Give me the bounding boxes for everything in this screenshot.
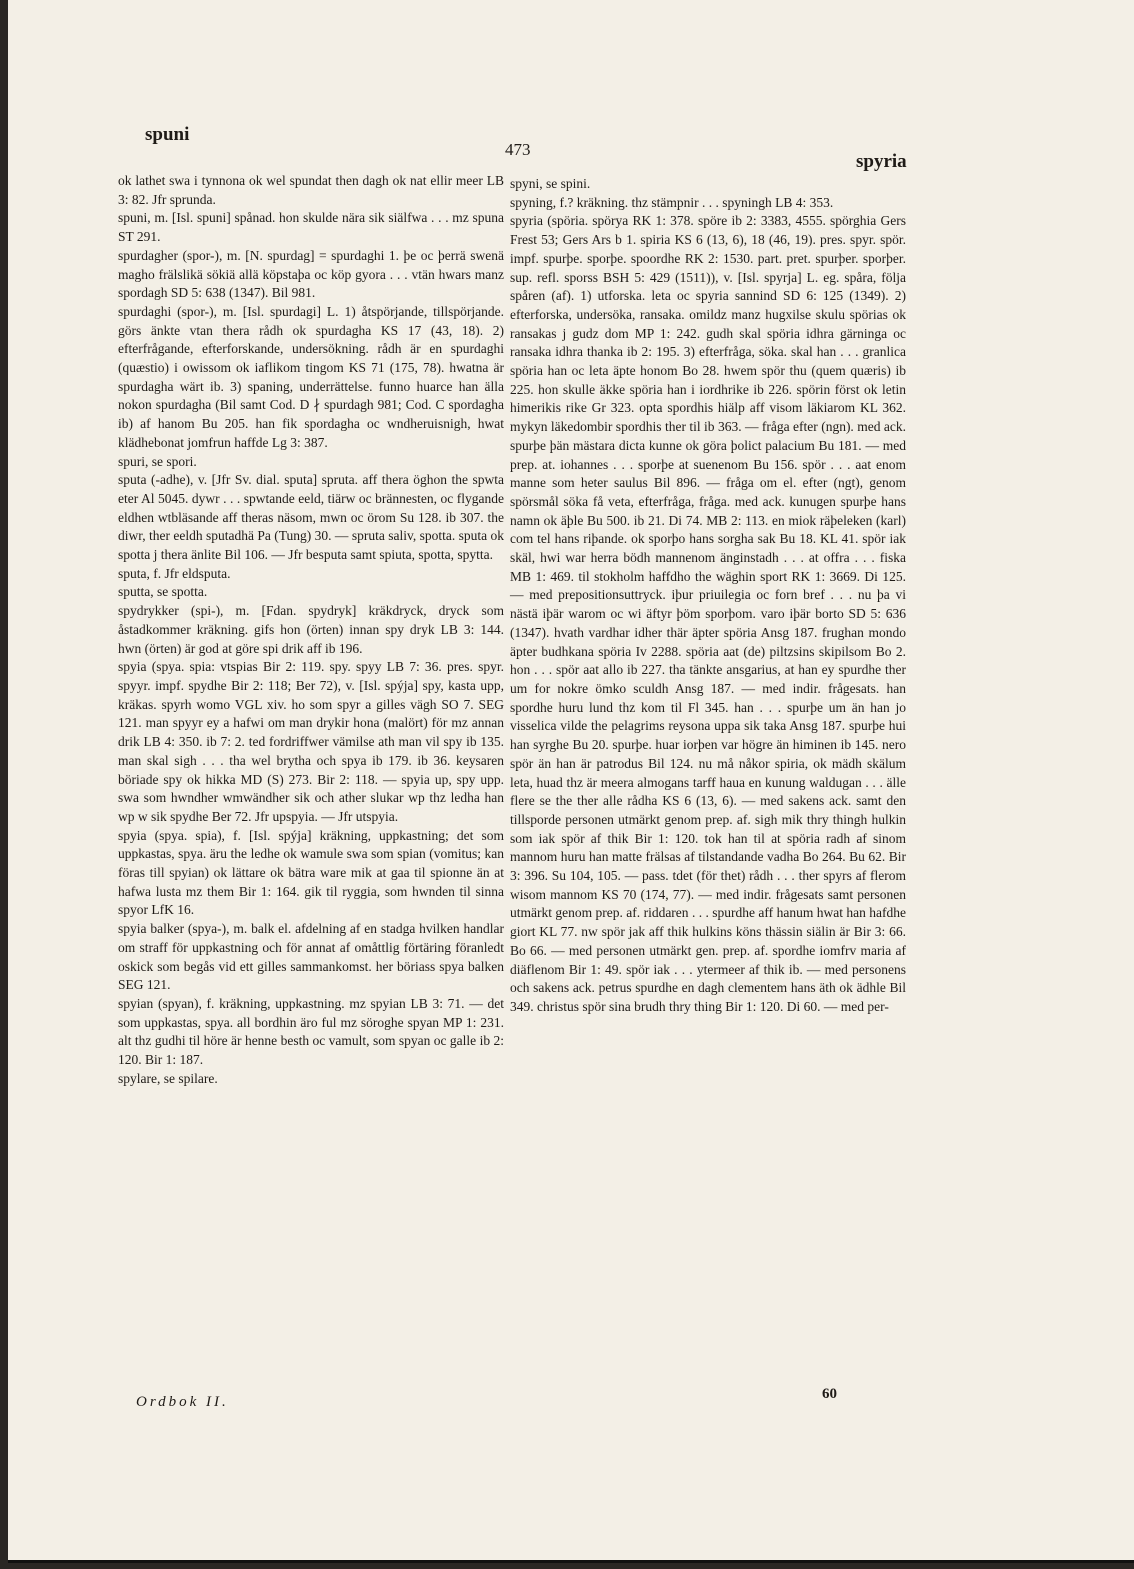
entry-text: spurdaghi (spor-), m. [Isl. spurdagi] L. 1) åtspörjande, tillspörjande. görs änkte vtan thera rådh ok spurdagha KS 17 (43, 18). 2) efterfrågande, efterforskande, undersökning. rådh är en spurdaghi (quæstio) i owissom ok iaflikom tingom KS 71 (175, 78). hwatna är spurdagha wärt ib. 3) spaning, underrättelse. funno huarce han älla nokon spurdagha (Bil samt Cod. D ∤ spurdagh 981; Cod. C spordagha ib) af hanom Bu 205. han fik spordagha oc wndheruisnigh, hwat klädhebonat jomfrun haffde Lg 3: 387. — [118, 303, 504, 450]
entry-text: spylare, se spilare. — [118, 1070, 218, 1086]
running-head-right: spyria — [856, 151, 907, 172]
left-column — [118, 172, 504, 1088]
entry-text: spydrykker (spi-), m. [Fdan. spydryk] kräkdryck, dryck som åstadkommer kräkning. gifs hon (örten) innan spy dryk LB 3: 144. hwn (örten) är god at göre spi drik aff ib 196. — [118, 603, 504, 656]
entry-text: spyni, se spini. — [510, 176, 591, 191]
entry-text: ok lathet swa i tynnona ok wel spundat then dagh ok nat ellir meer LB 3: 82. Jfr sprunda. — [118, 173, 504, 207]
signature-mark: Ordbok II. — [136, 1394, 229, 1410]
sheet-number: 60 — [822, 1386, 837, 1402]
entry-text: sputa (-adhe), v. [Jfr Sv. dial. sputa] spruta. aff thera öghon the spwta eter Al 5045. dywr . . . spwtande eeld, tiärw oc brännesten, oc flygande eldhen wtbläsande aff theras näsom, mwn oc örom Su 128. ib 307. the diwr, ther eeldh sputadhä Pa (Tung) 30. — spruta saliv, spotta. sputa ok spotta j thera änlite Bil 106. — Jfr besputa samt spiuta, spotta, spytta. — [118, 472, 504, 563]
page-number: 473 — [505, 140, 531, 159]
entry-text: sputa, f. Jfr eldsputa. — [118, 565, 231, 581]
entry-text: spyia (spya. spia: vtspias Bir 2: 119. spy. spyy LB 7: 36. pres. spyr. spyyr. impf. spydhe Bir 2: 118; Ber 72), v. [Isl. spýja] spy, kasta upp, kräkas. spyrh womo VGL xiv. ho som spyr a gilles vägh SO 7. SEG 121. man spyyr ey a hafwi om man drykir hona (malört) för mz annan drik LB 4: 350. ib 7: 2. ted fordriffwer vämilse ath man vil spy ib 135. man skal sigh . . . tha wel brytha och spya ib 179. ib 36. keysaren böriade spy ok hikka MD (S) 273. Bir 2: 118. — spyia up, spy upp. swa som hwndher wmwändher sik och ather slukar wp thz ledha han wp w sik spydhe Ber 72. Jfr upspyia. — Jfr utspyia. — [118, 659, 504, 824]
running-head-left: spuni — [145, 124, 190, 145]
entry-text: spyning, f.? kräkning. thz stämpnir . . . spyningh LB 4: 353. — [510, 194, 834, 210]
entry-text: spyian (spyan), f. kräkning, uppkastning. mz spyian LB 3: 71. — det som uppkastas, spya. all bordhin äro ful mz söroghe spyan MP 1: 231. alt thz gudhi til höre är henne besth oc vamult, som spyan oc galle ib 2: 120. Bir 1: 187. — [118, 995, 504, 1068]
right-column — [510, 175, 906, 1017]
entry-text: spuni, m. [Isl. spuni] spånad. hon skulde nära sik siälfwa . . . mz spuna ST 291. — [118, 210, 504, 245]
entry-text: spyia balker (spya-), m. balk el. afdelning af en stadga hvilken handlar om straff för uppkastning och för annat af omåttlig förtäring föranledt oskick som begås vid ett gilles sammankomst. her böriass spya balken SEG 121. — [118, 921, 504, 993]
dictionary-page — [8, 0, 1134, 1563]
entry-text: sputta, se spotta. — [118, 584, 208, 600]
entry-text: spurdagher (spor-), m. [N. spurdag] = spurdaghi 1. þe oc þerrä swenä magho frälslikä sökiä allä köpstaþa oc köp gyora . . . vtän hwars manz spordagh SD 5: 638 (1347). Bil 981. — [118, 247, 504, 301]
entry-text: spyria (spöria. spörya RK 1: 378. spöre ib 2: 3383, 4555. spörghia Gers Frest 53; Gers Ars b 1. spiria KS 6 (13, 6), 18 (46, 19). pres. spyr. spör. impf. spurþe. sporþe. spoordhe RK 2: 1530. part. pret. spurþer. sporþer. sup. refl. sporss BSH 5: 429 (1511)), v. [Isl. spyrja] L. eg. spåra, följa spåren (af). 1) utforska. leta oc spyria sannind SD 6: 125 (1349). 2) efterforska, undersöka, ransaka. omildz manz hugxilse skulu spörias ok ransakas j gudz dom MP 1: 242. gudh skal spöria idhra gärninga oc ransaka idhra thanka ib 2: 195. 3) efterfråga, söka. skal han . . . granlica spöria han oc leta äpte honom Bo 28. hwem spör thu (quem quæris) ib 225. hon skulle äkke spöria han i iordhrike ib 226. spörin först ok letin himerikis rike Gr 323. opta spordhis hiälp aff visom läkiarom KL 362. mykyn läkedombir spordhis ther til ib 363. — fråga efter (ngn). med ack. spurþe þän mästara dicta kunne ok göra þolict palacium Bu 181. — med prep. at. iohannes . . . sporþe at suenenom Bu 156. spör . . . aat enom manne som heter saulus Bil 896. — fråga om el. efter (ngt), genom spörsmål söka få veta, efterfråga, fråga. med ack. kunugen spurþe hans namn ok äþle Bu 500. ib 21. Di 74. MB 2: 113. en miok räþeleken (karl) com tel hans riþande. ok sporþo hans sorgha sak Bu 18. KL 41. spör iak skäl, hwi war herra bödh mannenom änginstadh . . . at offra . . . fiska MB 1: 469. til stokholm haffdho the wäghin sport RK 1: 3669. Di 125. — med prepositionsuttryck. iþur priuilegia oc forn bref . . . nu þa vi nästä iþär warom oc wi äftyr þöm sporþom. varo iþär borto SD 5: 636 (1347). hvath vardhar idher thär äpter spöria Ansg 187. frughan mondo äpter budhkana spöria Iv 2288. spöria aat (de) piltzsins skipilsom Bo 2. hon . . . spör aat allo ib 227. tha tänkte ansgarius, at han ey spurdhe ther um for nokre ömko sculdh Ansg 187. — med indir. frågesats. han spordhe huru lund thz kom til Fl 345. han . . . spurþe um än han jo visselica vilde the pelagrims reysona uppa sik taka Ansg 187. spurþe hui han syrghe Bu 20. spurþe. huar iorþen var högre än himinen ib 145. nero spör än han är patrodus Bil 124. nu må nåkor spiria, ok mädh skälum leta, huad thz är meera almogans tarff haua en kunung waldugan . . . älle flere se the ther alle rådha KS 6 (13, 6). — med sakens ack. samt den tillsporde personen utmärkt genom prep. af. sigh mik thry thingh hulkin som iak spör af thik Bir 1: 120. tok han til at spöria radh af sinom mannom huru han matte frälsas af tilstandande vadha Bo 264. Bu 62. Bir 3: 396. Su 104, 105. — pass. tdet (för thet) rådh . . . ther spyrs af flerom wisom mannom KS 70 (174, 77). — med indir. frågesats samt personen utmärkt genom prep. af. riddaren . . . spurdhe aff hanum hwat han hafdhe giort KL 77. nw spör jak aff thik hulkins köns thässin siälin är Bir 3: 66. Bo 66. — med personen utmärkt gen. prep. af. spordhe iomfrv maria af diäflenom Bir 1: 49. spör iak . . . ytermeer af thik ib. — med personens och sakens ack. petrus spurdhe en dagh clementem hans äth ok ädhle Bil 349. christus spör sina brudh thry thing Bir 1: 120. Di 60. — med per- — [510, 213, 906, 1014]
entry-text: spyia (spya. spia), f. [Isl. spýja] kräkning, uppkastning; det som uppkastas, spya. äru the ledhe ok wamule swa som spian (vomitus; kan föras till spyian) ok lättare ok bätra ware mik at gaa til spionne än at hafwa lusta mz them Bir 1: 164. gik til ryggia, som hwnden til sinna spyor LfK 16. — [118, 827, 504, 918]
entry-text: spuri, se spori. — [118, 453, 197, 469]
